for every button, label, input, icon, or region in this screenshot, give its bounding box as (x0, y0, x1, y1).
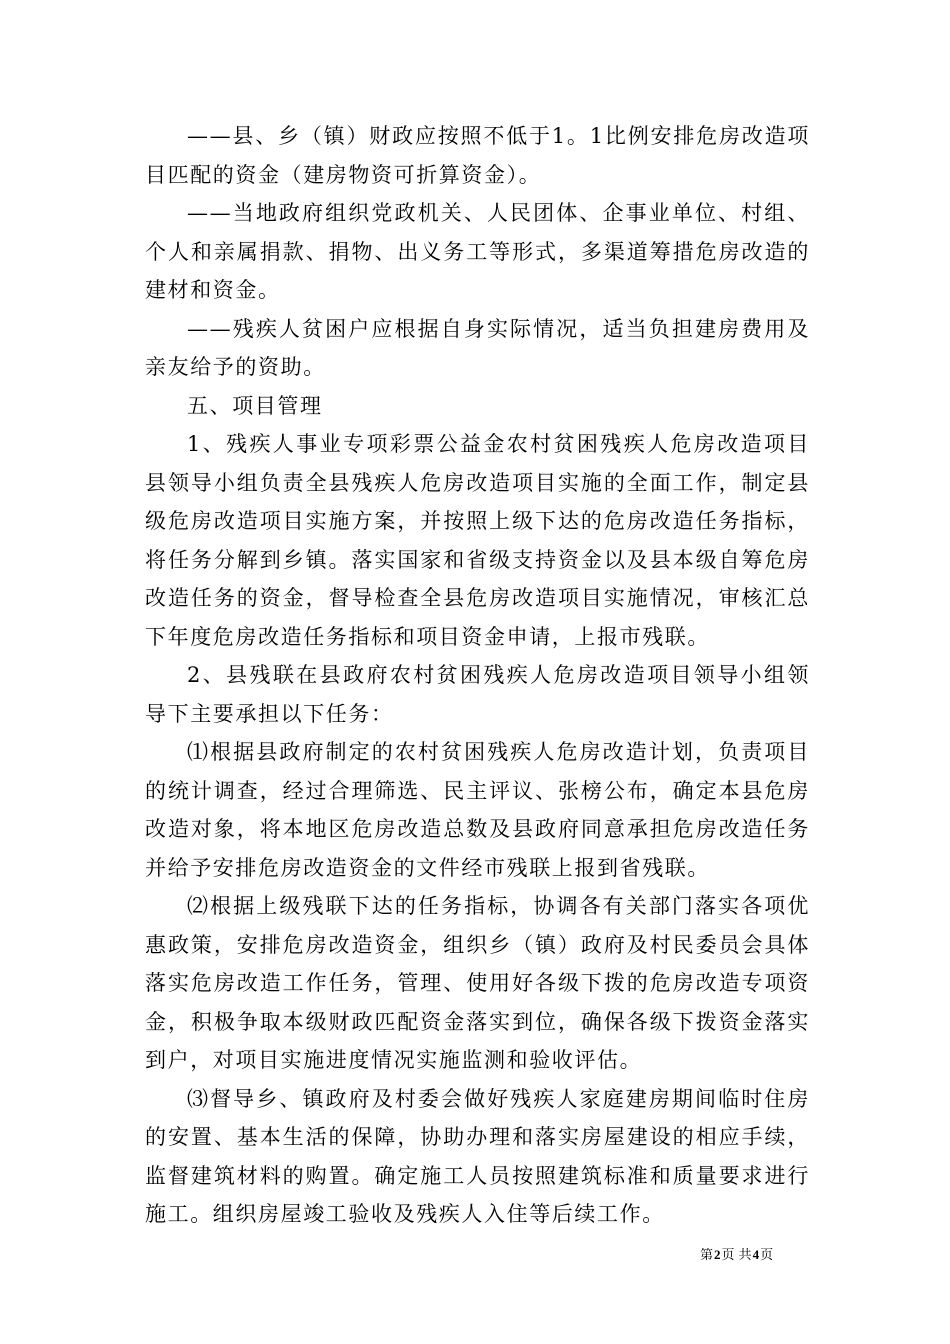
paragraph-item-2: 2、县残联在县政府农村贫困残疾人危房改造项目领导小组领导下主要承担以下任务： (145, 663, 810, 726)
footer-current-page: 2 (714, 1247, 721, 1262)
footer-middle: 页 共 (721, 1248, 752, 1263)
document-body (145, 117, 810, 1234)
section-heading-project-management: 五、项目管理 (187, 393, 323, 418)
footer-suffix: 页 (760, 1248, 774, 1263)
paragraph-subitem-3: ⑶督导乡、镇政府及村委会做好残疾人家庭建房期间临时住房的安置、基本生活的保障，协助办理和落实房屋建设的相应手续，监督建筑材料的购置。确定施工人员按照建筑标准和质量要求进行施工。组织房屋竣工验收及残疾人入住等后续工作。 (145, 1086, 810, 1226)
paragraph-funding-government: ——当地政府组织党政机关、人民团体、企事业单位、村组、个人和亲属捐款、捐物、出义务工等形式，多渠道筹措危房改造的建材和资金。 (145, 201, 810, 302)
page-number-footer (700, 1247, 773, 1264)
footer-prefix: 第 (700, 1248, 714, 1263)
paragraph-item-1: 1、残疾人事业专项彩票公益金农村贫困残疾人危房改造项目县领导小组负责全县残疾人危房改造项目实施的全面工作，制定县级危房改造项目实施方案，并按照上级下达的危房改造任务指标，将任务分解到乡镇。落实国家和省级支持资金以及县本级自筹危房改造任务的资金，督导检查全县危房改造项目实施情况，审核汇总下年度危房改造任务指标和项目资金申请，上报市残联。 (145, 432, 810, 649)
footer-total-pages: 4 (752, 1247, 760, 1262)
paragraph-funding-county: ——县、乡（镇）财政应按照不低于1。1比例安排危房改造项目匹配的资金（建房物资可折算资金）。 (145, 124, 810, 187)
paragraph-subitem-1: ⑴根据县政府制定的农村贫困残疾人危房改造计划，负责项目的统计调查，经过合理筛选、民主评议、张榜公布，确定本县危房改造对象，将本地区危房改造总数及县政府同意承担危房改造任务并给予安排危房改造资金的文件经市残联上报到省残联。 (145, 740, 810, 880)
paragraph-funding-household: ——残疾人贫困户应根据自身实际情况，适当负担建房费用及亲友给予的资助。 (145, 316, 810, 379)
paragraph-subitem-2: ⑵根据上级残联下达的任务指标，协调各有关部门落实各项优惠政策，安排危房改造资金，组织乡（镇）政府及村民委员会具体落实危房改造工作任务，管理、使用好各级下拨的危房改造专项资金，积极争取本级财政匹配资金落实到位，确保各级下拨资金落实到户，对项目实施进度情况实施监测和验收评估。 (145, 894, 810, 1072)
